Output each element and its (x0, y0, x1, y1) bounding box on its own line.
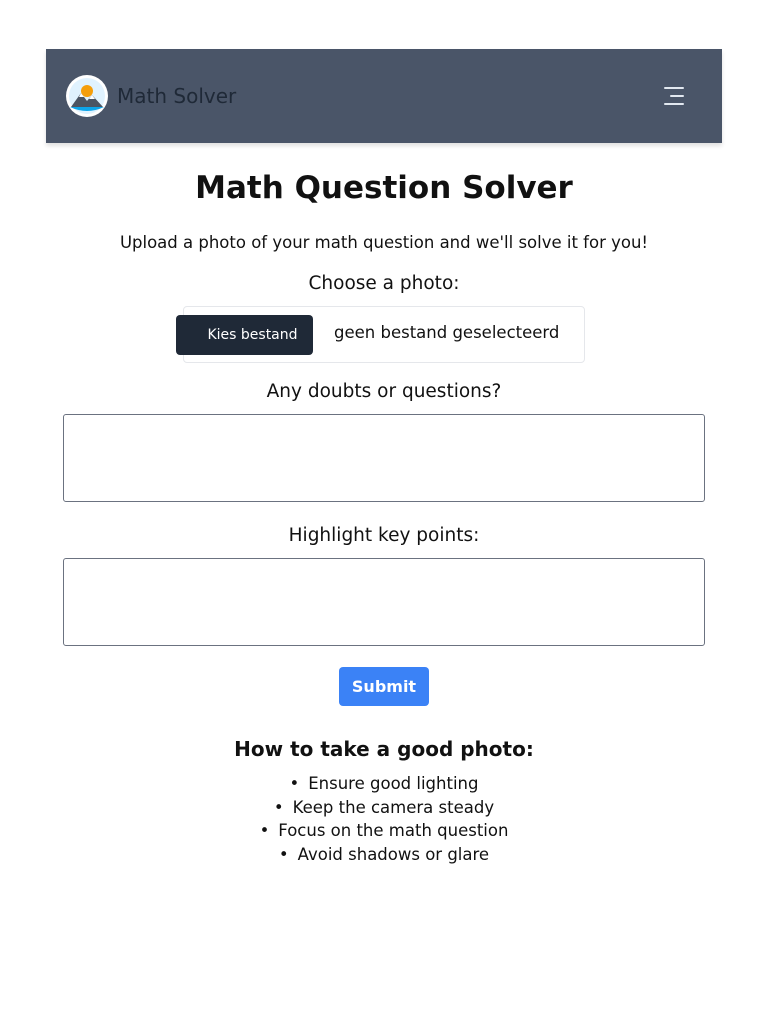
submit-button[interactable]: Submit (339, 667, 429, 706)
navbar (46, 49, 722, 143)
brand-name[interactable]: Math Solver (117, 84, 237, 108)
highlight-label: Highlight key points: (288, 525, 480, 546)
doubts-textarea[interactable] (63, 414, 705, 502)
tips-title: How to take a good photo: (234, 737, 534, 761)
hamburger-menu-icon[interactable] (660, 85, 684, 107)
mountain-logo-icon[interactable] (66, 75, 108, 117)
tip-item: • Keep the camera steady (0, 796, 768, 820)
page-title: Math Question Solver (195, 170, 573, 206)
page-subtitle: Upload a photo of your math question and we'll solve it for you! (119, 233, 649, 252)
photo-label: Choose a photo: (308, 273, 460, 294)
highlight-textarea[interactable] (63, 558, 705, 646)
doubts-label: Any doubts or questions? (266, 381, 502, 402)
tip-item: • Focus on the math question (0, 819, 768, 843)
tips-list (0, 772, 768, 866)
tip-item: • Ensure good lighting (0, 772, 768, 796)
file-status: geen bestand geselecteerd (334, 323, 560, 342)
tip-item: • Avoid shadows or glare (0, 843, 768, 867)
choose-file-button[interactable]: Kies bestand (176, 315, 313, 355)
